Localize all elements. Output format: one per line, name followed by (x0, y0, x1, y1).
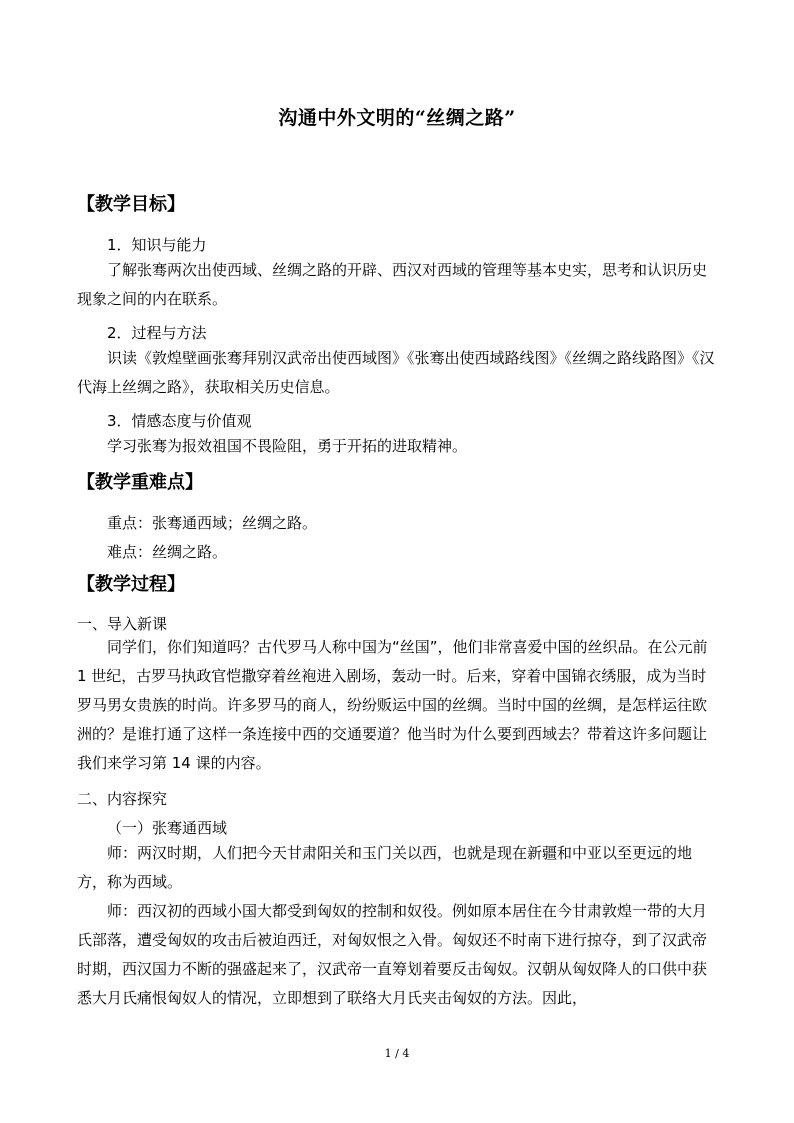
goal2-text: 识读《敦煌壁画张骞拜别汉武帝出使西域图》《张骞出使西域路线图》《丝绸之路线路图》《汉代海上丝绸之路》，获取相关历史信息。 (77, 349, 715, 396)
goals-heading: 【教学目标】 (77, 194, 185, 215)
part2-heading: 二、内容探究 (77, 790, 168, 808)
goal3-label: 3．情感态度与价值观 (107, 412, 252, 430)
key-heading: 【教学重难点】 (77, 472, 203, 493)
teacher-paragraph-1: 师：两汉时期，人们把今天甘肃阳关和玉门关以西，也就是现在新疆和中亚以至更远的地方，称为西域。 (77, 844, 693, 891)
teacher-paragraph-2: 师：西汉初的西域小国大都受到匈奴的控制和奴役。例如原本居住在今甘肃敦煌一带的大月氏部落，遭受匈奴的攻击后被迫西迁，对匈奴恨之入骨。匈奴还不时南下进行掠夺，到了汉武帝时期，西汉国力不断的强盛起来了，汉武帝一直筹划着要反击匈奴。汉朝从匈奴降人的口供中获悉大月氏痛恨匈奴人的情况，立即想到了联络大月氏夹击匈奴的方法。因此， (77, 902, 708, 1007)
process-heading: 【教学过程】 (77, 574, 185, 595)
goal3-text: 学习张骞为报效祖国不畏险阻，勇于开拓的进取精神。 (107, 437, 468, 455)
difficult-point: 难点：丝绸之路。 (107, 543, 228, 561)
goal2-label: 2．过程与方法 (107, 324, 207, 342)
page-title: 沟通中外文明的“丝绸之路” (278, 107, 516, 129)
intro-text: 同学们，你们知道吗？古代罗马人称中国为“丝国”，他们非常喜爱中国的丝织品。在公元前 1 世纪，古罗马执政官恺撒穿着丝袍进入剧场，轰动一时。后来，穿着中国锦衣绣服，成为当时罗马男女贵族的时尚。许多罗马的商人，纷纷贩运中国的丝绸。当时中国的丝绸，是怎样运往欧洲的？是谁打通了这样一条连接中西的交通要道？他当时为什么要到西域去？带着这许多问题让我们来学习第 14 课的内容。 (77, 638, 708, 772)
goal1-text: 了解张骞两次出使西域、丝绸之路的开辟、西汉对西域的管理等基本史实，思考和认识历史现象之间的内在联系。 (77, 261, 708, 308)
page-number: 1 / 4 (384, 1047, 410, 1060)
key-point: 重点：张骞通西域；丝绸之路。 (107, 514, 318, 532)
sub1-heading: （一）张骞通西域 (107, 819, 228, 837)
goal1-label: 1．知识与能力 (107, 236, 207, 254)
part1-heading: 一、导入新课 (77, 615, 168, 633)
